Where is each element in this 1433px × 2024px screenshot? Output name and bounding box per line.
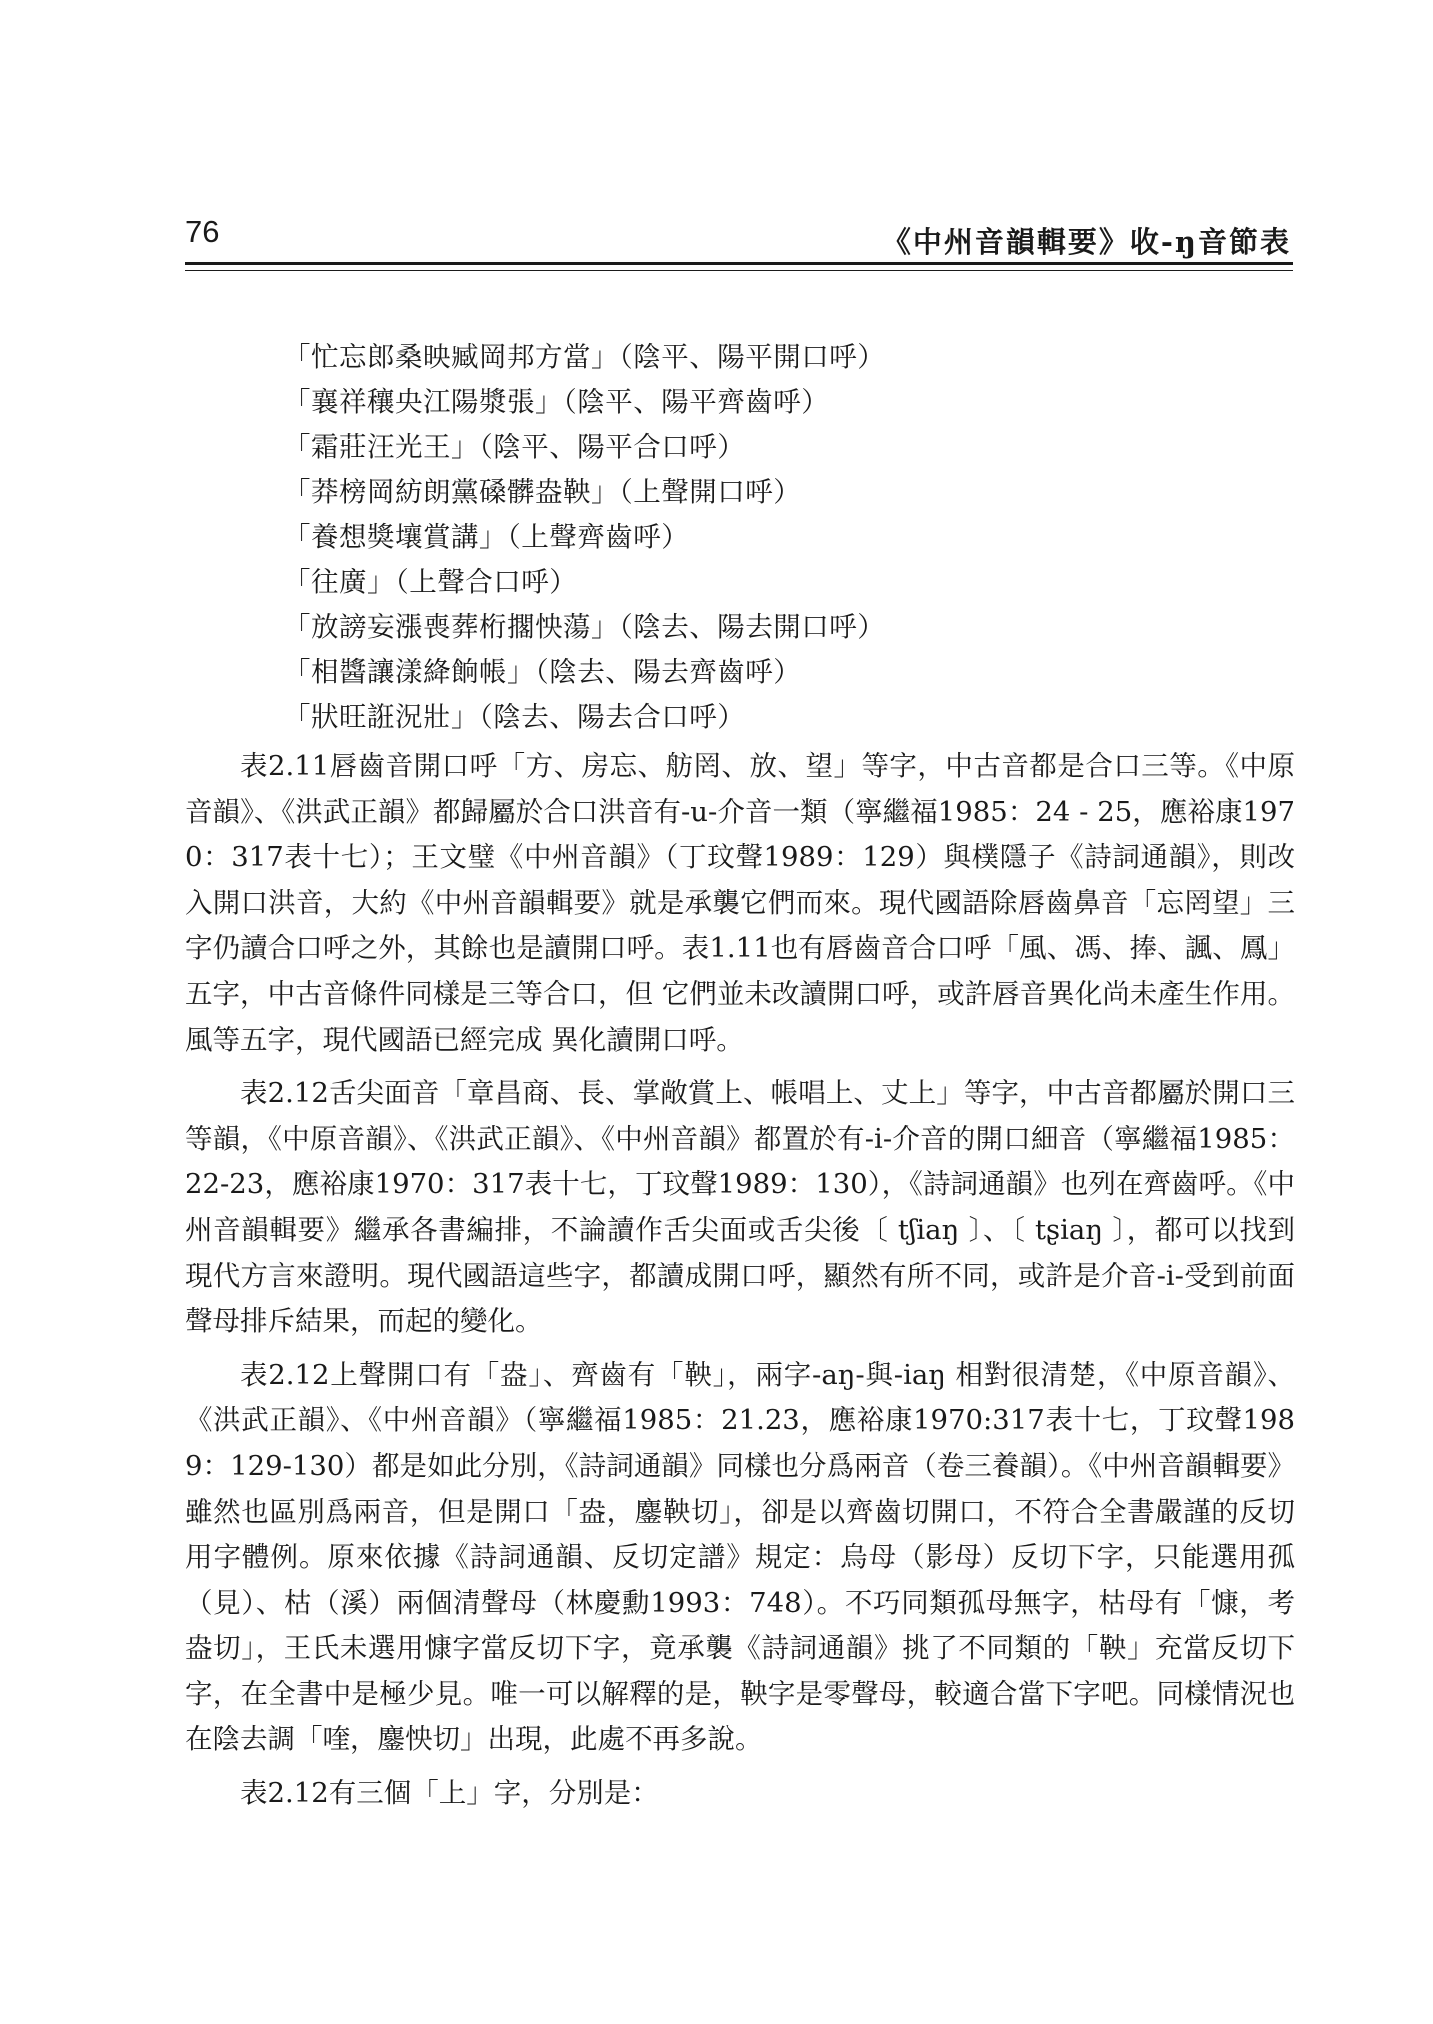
list-item: 「放謗妄漲喪葬桁擱怏蕩」（陰去、陽去開口呼） [283,611,886,643]
list-item: 「莽榜岡紡朗黨磉髒盎鞅」（上聲開口呼） [283,476,802,508]
list-item: 「襄祥穰央江陽漿張」（陰平、陽平齊齒呼） [283,386,830,418]
list-item: 「霜莊汪光王」（陰平、陽平合口呼） [283,431,746,463]
body-text [185,744,1295,1817]
paragraph: 表2.11唇齒音開口呼「方、房忘、舫罔、放、望」等字，中古音都是合口三等。《中原音韻》、《洪武正韻》都歸屬於合口洪音有-u-介音一類（寧繼福1985：24 - 25，應裕康1970：317表十七）；王文璧《中州音韻》（丁玟聲1989：129）與樸隱子《詩詞通韻》，則改入開口洪音，大約《中州音韻輯要》就是承襲它們而來。現代國語除唇齒鼻音「忘罔望」三字仍讀合口呼之外，其餘也是讀開口呼。表1.11也有唇齒音合口呼「風、馮、捧、諷、鳳」五字，中古音條件同樣是三等合口，但 它們並未改讀開口呼，或許唇音異化尚未產生作用。風等五字，現代國語已經完成 異化讀開口呼。 [185,750,1295,1056]
running-title: 《中州音韻輯要》收-ŋ音節表 [881,225,1291,259]
list-item: 「狀旺誑況壯」（陰去、陽去合口呼） [283,701,746,733]
paragraph: 表2.12有三個「上」字，分別是： [240,1777,659,1810]
list-item: 「養想獎壤賞講」（上聲齊齒呼） [283,521,690,553]
header-rule [185,262,1293,265]
list-item: 「相醬讓漾絳餉帳」（陰去、陽去齊齒呼） [283,656,802,688]
header-rule-thin [185,270,1293,271]
paragraph: 表2.12上聲開口有「盎」、齊齒有「鞅」，兩字-aŋ-與-iaŋ 相對很清楚，《中原音韻》、《洪武正韻》、《中州音韻》（寧繼福1985：21.23，應裕康1970:317表十七，丁玟聲1989：129-130）都是如此分別，《詩詞通韻》同樣也分爲兩音（卷三養韻）。《中州音韻輯要》雖然也區別爲兩音，但是開口「盎，鏖鞅切」，卻是以齊齒切開口，不符合全書嚴謹的反切用字體例。原來依據《詩詞通韻、反切定譜》規定：烏母（影母）反切下字，只能選用孤（見）、枯（溪）兩個清聲母（林慶勳1993：748）。不巧同類孤母無字，枯母有「慷，考盎切」，王氏未選用慷字當反切下字，竟承襲《詩詞通韻》挑了不同類的「鞅」充當反切下字，在全書中是極少見。唯一可以解釋的是，鞅字是零聲母，較適合當下字吧。同樣情況也在陰去調「喹，鏖怏切」出現，此處不再多說。 [185,1358,1295,1756]
rhyme-group-list [283,335,1283,740]
list-item: 「忙忘郎桑映臧岡邦方當」（陰平、陽平開口呼） [283,341,886,373]
list-item: 「往廣」（上聲合口呼） [283,566,578,598]
paragraph: 表2.12舌尖面音「章昌商、長、掌敞賞上、帳唱上、丈上」等字，中古音都屬於開口三等韻，《中原音韻》、《洪武正韻》、《中州音韻》都置於有-i-介音的開口細音（寧繼福1985：22-23，應裕康1970：317表十七，丁玟聲1989：130），《詩詞通韻》也列在齊齒呼。《中州音韻輯要》繼承各書編排，不論讀作舌尖面或舌尖後〔 tʃiaŋ 〕、〔 tʂiaŋ 〕，都可以找到現代方言來證明。現代國語這些字，都讀成開口呼，顯然有所不同，或許是介音-i-受到前面聲母排斥結果，而起的變化。 [185,1077,1295,1338]
page-number: 76 [185,214,220,249]
